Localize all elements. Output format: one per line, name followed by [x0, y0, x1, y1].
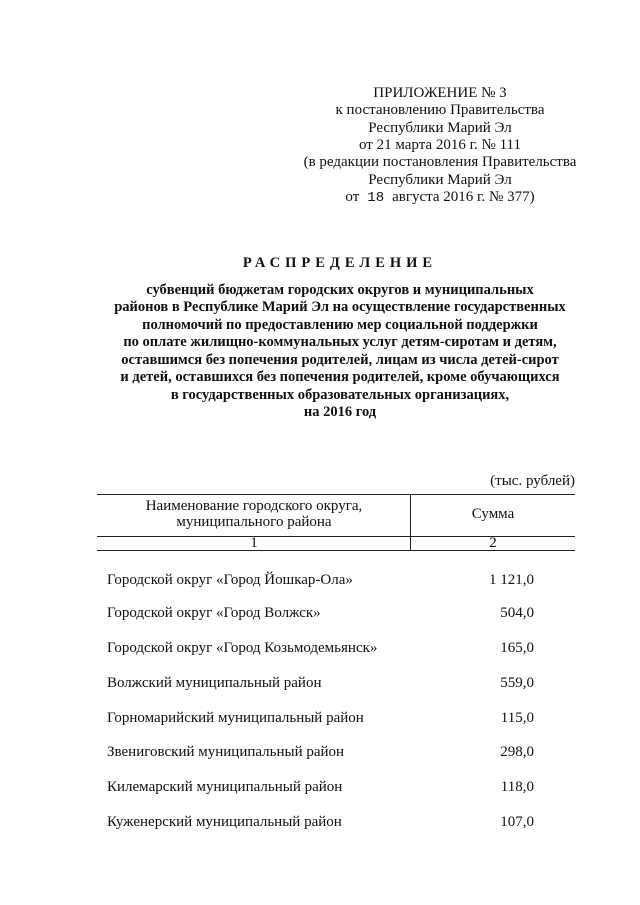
row-name: Килемарский муниципальный район: [107, 779, 343, 795]
row-value: 504,0: [500, 605, 534, 621]
subtitle-line: по оплате жилищно-коммунальных услуг детям-сиротам и детям,: [123, 334, 557, 350]
row-name: Звениговский муниципальный район: [107, 744, 345, 760]
row-value: 118,0: [500, 779, 534, 795]
row-value: 115,0: [500, 710, 534, 726]
row-name: Городской округ «Город Волжск»: [107, 605, 321, 621]
table-number-rule: [97, 550, 575, 551]
subtitle-line: районов в Республике Марий Эл на осуществление государственных: [114, 299, 566, 315]
appendix-line: Республики Марий Эл: [368, 120, 512, 136]
column-number-2: 2: [489, 535, 497, 551]
amendment-prefix: от: [345, 189, 360, 205]
row-name: Городской округ «Город Козьмодемьянск»: [107, 640, 378, 656]
row-value: 165,0: [500, 640, 534, 656]
row-name: Волжский муниципальный район: [107, 675, 322, 691]
subtitle-line: на 2016 год: [303, 404, 377, 420]
subtitle-line: в государственных образовательных организациях,: [170, 387, 510, 403]
row-value: 559,0: [500, 675, 534, 691]
table-top-rule: [97, 494, 575, 495]
appendix-line: (в редакции постановления Правительства: [303, 154, 577, 170]
subtitle-line: субвенций бюджетам городских округов и муниципальных: [146, 282, 534, 298]
row-name: Горномарийский муниципальный район: [107, 710, 364, 726]
row-name: Куженерский муниципальный район: [107, 814, 342, 830]
column-number-1: 1: [250, 535, 258, 551]
appendix-line: Республики Марий Эл: [368, 172, 512, 188]
header-sum: Сумма: [471, 506, 515, 522]
subtitle-line: оставшимся без попечения родителей, лицам из числа детей-сирот: [121, 352, 559, 368]
appendix-title: ПРИЛОЖЕНИЕ № 3: [373, 85, 507, 101]
subtitle-line: и детей, оставшихся без попечения родителей, кроме обучающихся: [120, 369, 560, 385]
subtitle-line: полномочий по предоставлению мер социальной поддержки: [142, 317, 538, 333]
header-name-line2: муниципального района: [176, 514, 332, 530]
table-header-rule: [97, 536, 575, 537]
document-title: РАСПРЕДЕЛЕНИЕ: [242, 255, 438, 271]
amendment-day: 18: [367, 190, 385, 206]
appendix-line: к постановлению Правительства: [335, 102, 545, 118]
row-value: 298,0: [500, 744, 534, 760]
appendix-line: от 21 марта 2016 г. № 111: [358, 137, 522, 153]
unit-label: (тыс. рублей): [490, 473, 575, 489]
header-name-line1: Наименование городского округа,: [145, 498, 363, 514]
amendment-rest: августа 2016 г. № 377): [392, 189, 535, 205]
row-value: 107,0: [500, 814, 534, 830]
table-column-divider: [410, 494, 411, 550]
row-name: Городской округ «Город Йошкар-Ола»: [107, 572, 353, 588]
row-value: 1 121,0: [489, 572, 534, 588]
amendment-date-line: [345, 188, 534, 207]
